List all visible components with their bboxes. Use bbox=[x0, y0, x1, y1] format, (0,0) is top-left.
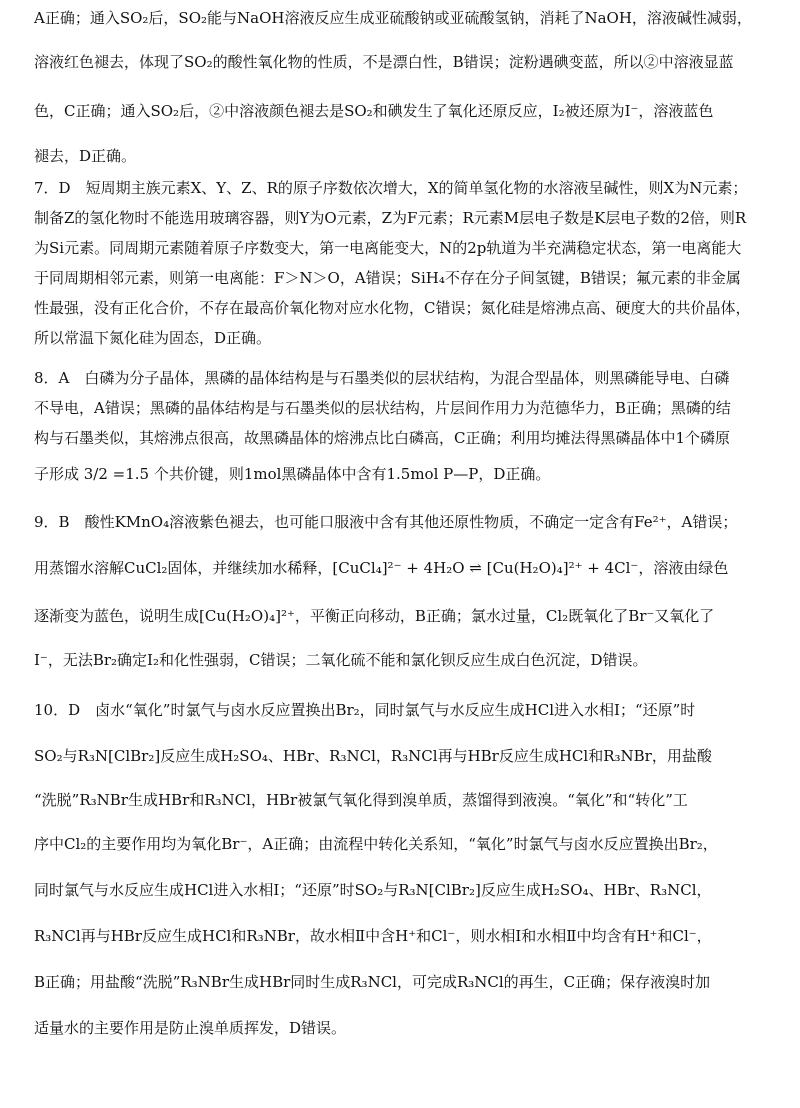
text-line: 用蒸馏水溶解CuCl₂固体，并继续加水稀释，[CuCl₄]²⁻ + 4H₂O ⇌ [Cu(H₂O)₄]²⁺ + 4Cl⁻，溶液由绿色 bbox=[34, 559, 729, 577]
text-line: “洗脱”R₃NBr生成HBr和R₃NCl，HBr被氯气氧化得到溴单质，蒸馏得到液溴。“氧化”和“转化”工 bbox=[34, 791, 688, 809]
text-line: 序中Cl₂的主要作用均为氧化Br⁻，A正确；由流程中转化关系知，“氧化”时氯气与卤水反应置换出Br₂， bbox=[34, 835, 718, 853]
text-line: 适量水的主要作用是防止溴单质挥发，D错误。 bbox=[34, 1019, 347, 1037]
text-line: A正确；通入SO₂后，SO₂能与NaOH溶液反应生成亚硫酸钠或亚硫酸氢钠，消耗了NaOH，溶液碱性减弱， bbox=[34, 9, 752, 27]
text-line: 子形成 3/2 =1.5 个共价键，则1mol黑磷晶体中含有1.5mol P—P，D正确。 bbox=[34, 465, 551, 483]
text-line: 10．D 卤水“氧化”时氯气与卤水反应置换出Br₂，同时氯气与水反应生成HCl进入水相Ⅰ；“还原”时 bbox=[34, 701, 696, 719]
text-line: 8．A 白磷为分子晶体，黑磷的晶体结构是与石墨类似的层状结构，为混合型晶体，则黑磷能导电、白磷 bbox=[34, 369, 730, 387]
text-line: 为Si元素。同周期元素随着原子序数变大，第一电离能变大，N的2p轨道为半充满稳定状态，第一电离能大 bbox=[34, 239, 742, 257]
text-line: 性最强，没有正化合价，不存在最高价氧化物对应水化物，C错误；氮化硅是熔沸点高、硬度大的共价晶体， bbox=[34, 299, 751, 317]
text-line: 制备Z的氢化物时不能选用玻璃容器，则Y为O元素，Z为F元素；R元素M层电子数是K层电子数的2倍，则R bbox=[34, 209, 747, 227]
text-line: 溶液红色褪去，体现了SO₂的酸性氧化物的性质，不是漂白性，B错误；淀粉遇碘变蓝，所以②中溶液显蓝 bbox=[34, 53, 734, 71]
text-line: SO₂与R₃N[ClBr₂]反应生成H₂SO₄、HBr、R₃NCl，R₃NCl再与HBr反应生成HCl和R₃NBr，用盐酸 bbox=[34, 747, 712, 765]
text-line: 色，C正确；通入SO₂后，②中溶液颜色褪去是SO₂和碘发生了氧化还原反应，I₂被还原为I⁻，溶液蓝色 bbox=[34, 102, 714, 120]
text-line: 于同周期相邻元素，则第一电离能：F＞N＞O，A错误；SiH₄不存在分子间氢键，B错误；氟元素的非金属 bbox=[34, 269, 741, 287]
text-line: 逐渐变为蓝色，说明生成[Cu(H₂O)₄]²⁺，平衡正向移动，B正确；氯水过量，Cl₂既氧化了Br⁻又氧化了 bbox=[34, 607, 715, 625]
text-line: B正确；用盐酸“洗脱”R₃NBr生成HBr同时生成R₃NCl，可完成R₃NCl的再生，C正确；保存液溴时加 bbox=[34, 973, 711, 991]
text-line: 构与石墨类似，其熔沸点很高，故黑磷晶体的熔沸点比白磷高，C正确；利用均摊法得黑磷晶体中1个磷原 bbox=[34, 429, 731, 447]
text-line: 所以常温下氮化硅为固态，D正确。 bbox=[34, 329, 272, 347]
text-line: 7．D 短周期主族元素X、Y、Z、R的原子序数依次增大，X的简单氢化物的水溶液呈碱性，则X为N元素； bbox=[34, 179, 748, 197]
text-line: 9．B 酸性KMnO₄溶液紫色褪去，也可能口服液中含有其他还原性物质，不确定一定含有Fe²⁺，A错误； bbox=[34, 513, 738, 531]
text-line: 同时氯气与水反应生成HCl进入水相Ⅰ；“还原”时SO₂与R₃N[ClBr₂]反应生成H₂SO₄、HBr、R₃NCl， bbox=[34, 881, 712, 899]
text-line: I⁻，无法Br₂确定I₂和化性强弱，C错误；二氧化硫不能和氯化钡反应生成白色沉淀，D错误。 bbox=[34, 651, 648, 669]
text-line: R₃NCl再与HBr反应生成HCl和R₃NBr，故水相Ⅱ中含H⁺和Cl⁻，则水相Ⅰ和水相Ⅱ中均含有H⁺和Cl⁻， bbox=[34, 927, 712, 945]
text-line: 褪去，D正确。 bbox=[34, 147, 137, 165]
text-line: 不导电，A错误；黑磷的晶体结构是与石墨类似的层状结构，片层间作用力为范德华力，B正确；黑磷的结 bbox=[34, 399, 731, 417]
